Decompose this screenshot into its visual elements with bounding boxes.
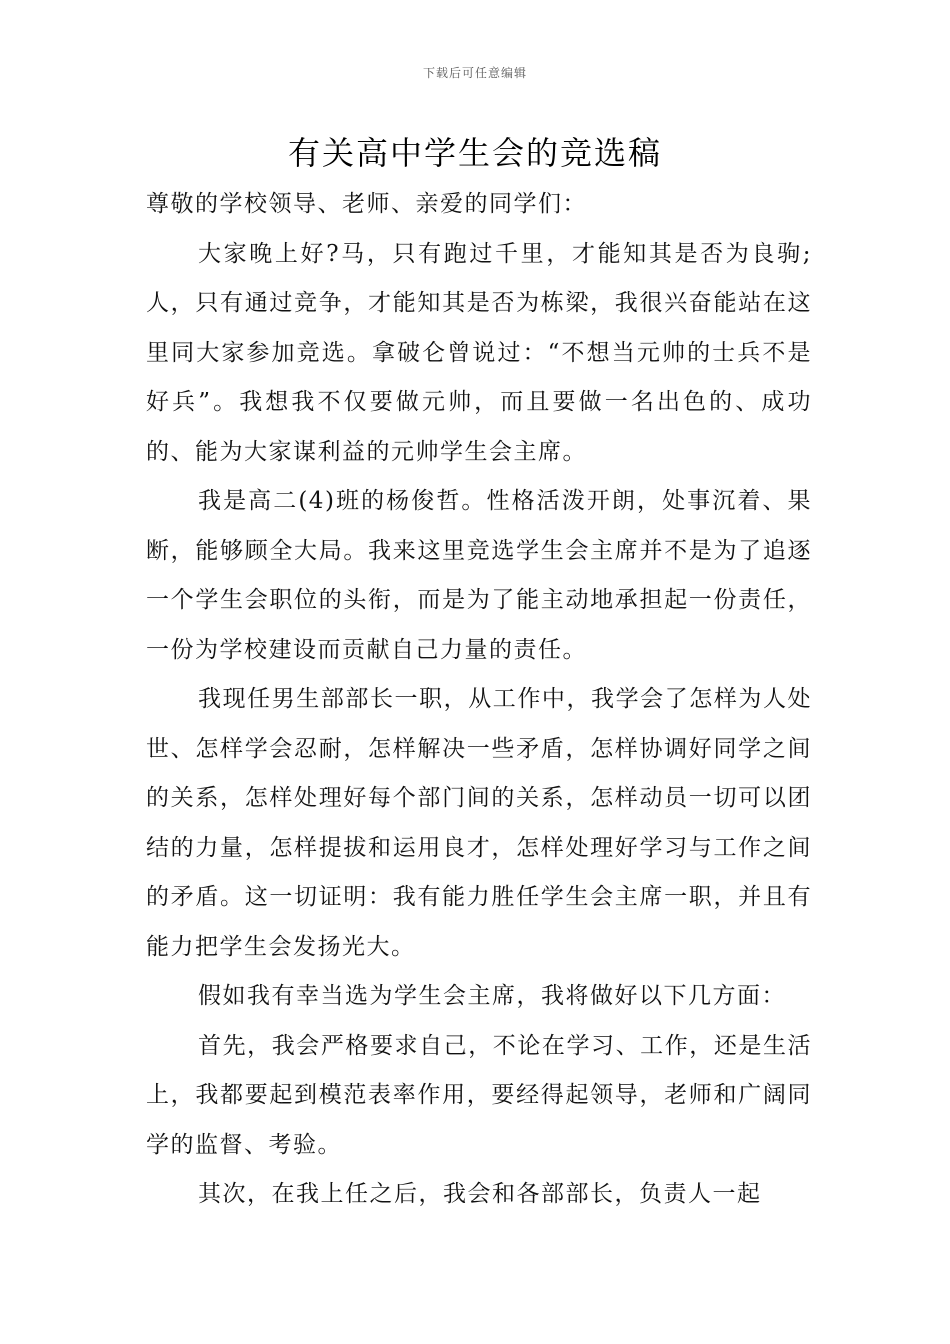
header-note: 下载后可任意编辑 [422,66,527,80]
paragraph-2: 我是高二(4)班的杨俊哲。性格活泼开朗，处事沉着、果断，能够顾全大局。我来这里竞选学生会主席并不是为了追逐一个学生会职位的头衔，而是为了能主动地承担起一份责任，一份为学校建设而贡献自己力量的责任。 [146,488,812,663]
paragraph-4: 假如我有幸当选为学生会主席，我将做好以下几方面： [198,983,786,1009]
paragraph-6: 其次，在我上任之后，我会和各部部长，负责人一起 [198,1181,762,1207]
salutation: 尊敬的学校领导、老师、亲爱的同学们： [146,191,587,217]
paragraph-3: 我现任男生部部长一职，从工作中，我学会了怎样为人处世、怎样学会忍耐，怎样解决一些矛盾，怎样协调好同学之间的关系，怎样处理好每个部门间的关系，怎样动员一切可以团结的力量，怎样提拔和运用良才，怎样处理好学习与工作之间的矛盾。这一切证明：我有能力胜任学生会主席一职，并且有能力把学生会发扬光大。 [146,686,812,960]
document-title: 有关高中学生会的竞选稿 [287,134,662,172]
paragraph-1: 大家晚上好?马，只有跑过千里，才能知其是否为良驹;人，只有通过竞争，才能知其是否为栋梁，我很兴奋能站在这里同大家参加竞选。拿破仑曾说过：“不想当元帅的士兵不是好兵”。我想我不仅要做元帅，而且要做一名出色的、成功的、能为大家谋利益的元帅学生会主席。 [146,240,812,465]
paragraph-5: 首先，我会严格要求自己，不论在学习、工作，还是生活上，我都要起到模范表率作用，要经得起领导，老师和广阔同学的监督、考验。 [146,1032,812,1158]
document-body [146,180,812,1220]
